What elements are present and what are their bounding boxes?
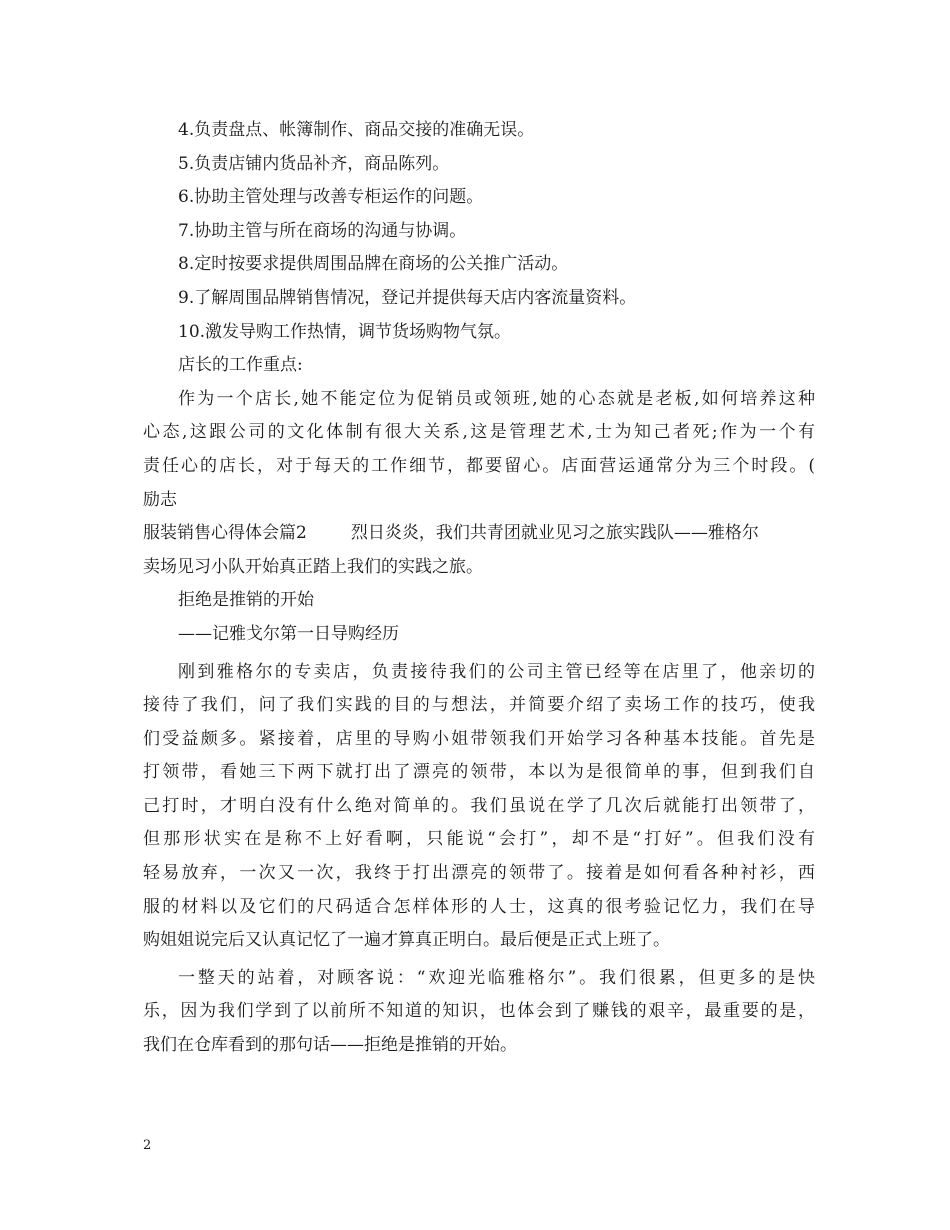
paragraph-line: 卖场见习小队开始真正踏上我们的实践之旅。 — [143, 556, 483, 577]
paragraph-line: 己打时，才明白没有什么绝对简单的。我们虽说在学了几次后就能打出领带了， — [143, 795, 815, 816]
article-subtitle: ——记雅戈尔第一日导购经历 — [178, 623, 399, 644]
paragraph-line: 但那形状实在是称不上好看啊，只能说“会打”，却不是“打好”。但我们没有 — [143, 829, 815, 850]
article-title-line — [143, 517, 815, 551]
list-item: 6.协助主管处理与改善专柜运作的问题。 — [178, 187, 484, 208]
paragraph-line: 轻易放弃，一次又一次，我终于打出漂亮的领带了。接着是如何看各种衬衫，西 — [143, 863, 815, 884]
paragraph-line: 作为一个店长,她不能定位为促销员或领班,她的心态就是老板,如何培养这种 — [178, 388, 815, 409]
article-title: 服装销售心得体会篇2 — [143, 523, 307, 544]
paragraph-line: 们受益颇多。紧接着，店里的导购小姐带领我们开始学习各种基本技能。首先是 — [143, 728, 815, 749]
paragraph-line: 一整天的站着，对顾客说：“欢迎光临雅格尔”。我们很累，但更多的是快 — [178, 967, 815, 988]
list-item: 4.负责盘点、帐簿制作、商品交接的准确无误。 — [178, 120, 535, 140]
paragraph-line: 乐，因为我们学到了以前所不知道的知识，也体会到了赚钱的艰辛，最重要的是， — [143, 1001, 815, 1022]
paragraph-line: 我们在仓库看到的那句话——拒绝是推销的开始。 — [143, 1035, 517, 1056]
paragraph-line: 励志 — [143, 489, 177, 510]
list-item: 8.定时按要求提供周围品牌在商场的公关推广活动。 — [178, 254, 569, 275]
list-item: 5.负责店铺内货品补齐，商品陈列。 — [178, 153, 450, 174]
section-heading: 店长的工作重点: — [178, 355, 303, 376]
article-intro: 烈日炎炎，我们共青团就业见习之旅实践队——雅格尔 — [350, 523, 759, 544]
paragraph-line: 心态,这跟公司的文化体制有很大关系,这是管理艺术,士为知己者死;作为一个有 — [143, 422, 815, 443]
article-subtitle: 拒绝是推销的开始 — [178, 590, 314, 611]
paragraph-line: 责任心的店长，对于每天的工作细节，都要留心。店面营运通常分为三个时段。( — [143, 455, 815, 476]
paragraph-line: 服的材料以及它们的尺码适合怎样体形的人士，这真的很考验记忆力，我们在导 — [143, 896, 815, 917]
paragraph-line: 接待了我们，问了我们实践的目的与想法，并简要介绍了卖场工作的技巧，使我 — [143, 695, 815, 716]
list-item: 10.激发导购工作热情，调节货场购物气氛。 — [178, 321, 512, 342]
paragraph-line: 购姐姐说完后又认真记忆了一遍才算真正明白。最后便是正式上班了。 — [143, 930, 670, 951]
page-number: 2 — [143, 1138, 152, 1153]
paragraph-line: 打领带，看她三下两下就打出了漂亮的领带，本以为是很简单的事，但到我们自 — [143, 762, 815, 783]
document-body — [143, 114, 815, 1063]
list-item: 7.协助主管与所在商场的沟通与协调。 — [178, 220, 467, 241]
list-item: 9.了解周围品牌销售情况，登记并提供每天店内客流量资料。 — [178, 287, 637, 308]
paragraph-line: 刚到雅格尔的专卖店，负责接待我们的公司主管已经等在店里了，他亲切的 — [178, 661, 815, 682]
